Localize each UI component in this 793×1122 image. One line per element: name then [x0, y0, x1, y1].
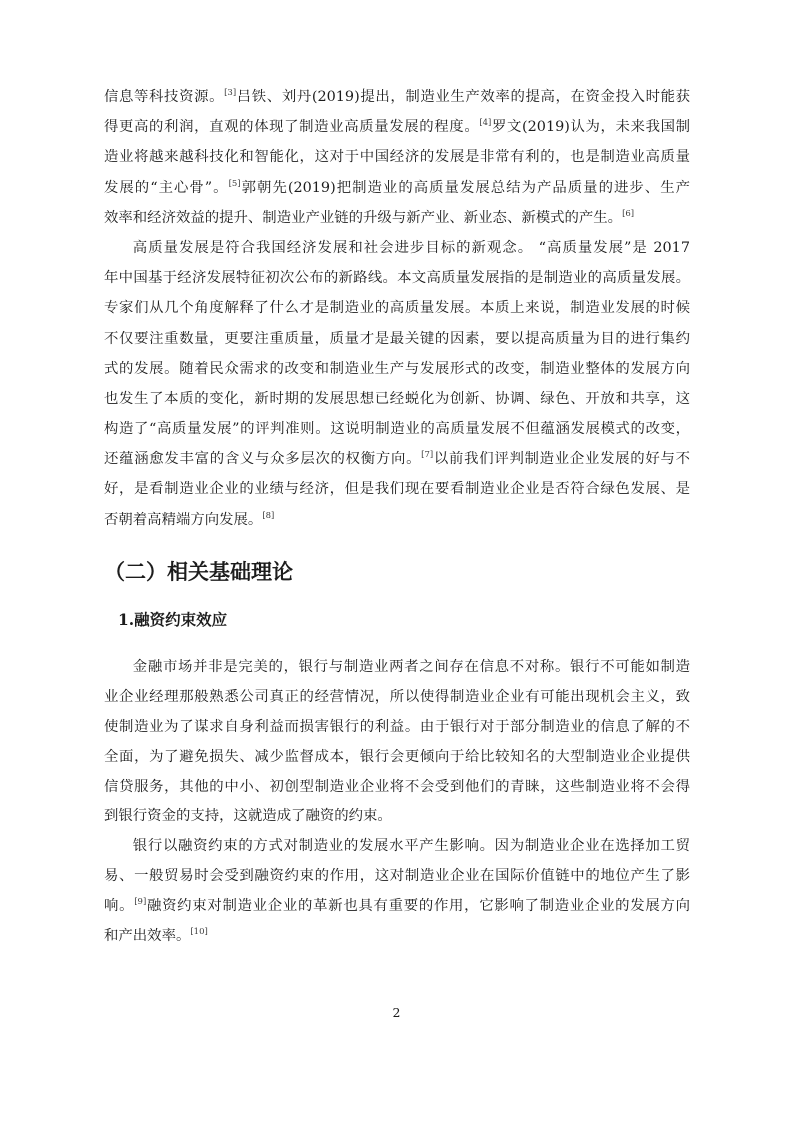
text-segment: 构造了“高质量发展”的评判准则。这说明制造业的高质量发展不但蕴涵发展模式的改变，: [104, 421, 690, 438]
text-line: [104, 505, 690, 535]
body-paragraph: [104, 82, 690, 233]
text-line: [104, 324, 690, 354]
text-segment: 全面，为了避免损失、减少监督成本，银行会更倾向于给比较知名的大型制造业企业提供: [104, 748, 690, 765]
text-segment: 信息等科技资源。: [104, 89, 225, 105]
text-line: [104, 922, 690, 952]
text-segment: 吕铁、刘丹(2019)提出，制造业生产效率的提高，在资金投入时能获: [236, 89, 690, 105]
text-line: [104, 263, 690, 293]
citation-marker: [9]: [134, 897, 147, 908]
text-segment: 使制造业为了谋求自身利益而损害银行的利益。由于银行对于部分制造业的信息了解的不: [104, 718, 690, 735]
text-segment: 还蕴涵愈发丰富的含义与众多层次的权衡方向。: [104, 451, 422, 468]
text-segment: 融资约束对制造业企业的革新也具有重要的作用，它影响了制造业企业的发展方向: [146, 898, 690, 915]
text-line: [104, 773, 690, 803]
text-segment: 银行以融资约束的方式对制造业的发展水平产生影响。因为制造业企业在选择加工贸: [132, 838, 690, 855]
subsection-heading: 1.融资约束效应: [118, 610, 228, 629]
text-segment: 式的发展。随着民众需求的改变和制造业生产与发展形式的改变，制造业整体的发展方向: [104, 360, 690, 377]
text-segment: 业企业经理那般熟悉公司真正的经营情况，所以使得制造业企业有可能出现机会主义，致: [104, 688, 690, 705]
citation-marker: [10]: [190, 927, 208, 938]
text-segment: 罗文(2019)认为，未来我国制: [491, 119, 690, 136]
text-line: [104, 293, 690, 323]
text-segment: 金融市场并非是完美的，银行与制造业两者之间存在信息不对称。银行不可能如制造: [132, 659, 690, 675]
page-number: 2: [392, 1005, 401, 1020]
text-line: [104, 683, 690, 713]
text-line: [104, 892, 690, 922]
text-line: [104, 142, 690, 172]
text-segment: 郭朝先(2019)把制造业的高质量发展总结为产品质量的进步、生产: [240, 179, 690, 196]
text-line: [104, 414, 690, 444]
text-segment: 以前我们评判制造业企业发展的好与不: [433, 451, 690, 468]
text-segment: 易、一般贸易时会受到融资约束的作用，这对制造业企业在国际价值链中的地位产生了影: [104, 868, 690, 885]
text-segment: 响。: [104, 898, 135, 915]
body-text-upper: [104, 82, 690, 535]
text-segment: 造业将越来越科技化和智能化，这对于中国经济的发展是非常有利的，也是制造业高质量: [104, 149, 690, 166]
body-paragraph: [104, 653, 690, 832]
text-segment: 否朝着高精端方向发展。: [104, 511, 263, 528]
text-line: [104, 653, 690, 683]
body-paragraph: [104, 832, 690, 952]
text-line: [104, 82, 690, 112]
text-line: [104, 384, 690, 414]
text-segment: 好，是看制造业企业的业绩与经济，但是我们现在要看制造业企业是否符合绿色发展、是: [104, 481, 690, 498]
text-segment: 效率和经济效益的提升、制造业产业链的升级与新产业、新业态、新模式的产生。: [104, 209, 623, 226]
text-segment: 和产出效率。: [104, 928, 191, 945]
text-segment: 发展的“主心骨”。: [104, 179, 229, 196]
text-segment: 得更高的利润，直观的体现了制造业高质量发展的程度。: [104, 119, 480, 136]
text-line: [104, 802, 690, 832]
section-heading: （二）相关基础理论: [104, 559, 293, 584]
citation-marker: [8]: [262, 510, 275, 521]
citation-marker: [6]: [622, 208, 635, 219]
text-line: [104, 203, 690, 233]
text-segment: 不仅要注重数量，更要注重质量，质量才是最关键的因素，要以提高质量为目的进行集约: [104, 330, 690, 347]
citation-marker: [4]: [479, 118, 492, 129]
text-line: [104, 713, 690, 743]
text-line: [104, 173, 690, 203]
body-text-lower: [104, 653, 690, 952]
text-segment: 信贷服务，其他的中小、初创型制造业企业将不会受到他们的青睐，这些制造业将不会得: [104, 778, 690, 795]
text-segment: 也发生了本质的变化，新时期的发展思想已经蜕化为创新、协调、绿色、开放和共享，这: [104, 390, 690, 407]
text-segment: 高质量发展是符合我国经济发展和社会进步目标的新观念。 “高质量发展”是 2017: [132, 239, 690, 256]
text-line: [104, 862, 690, 892]
text-segment: 年中国基于经济发展特征初次公布的新路线。本文高质量发展指的是制造业的高质量发展。: [104, 270, 690, 287]
text-line: [104, 354, 690, 384]
text-line: [104, 444, 690, 474]
body-paragraph: [104, 233, 690, 535]
citation-marker: [3]: [224, 88, 237, 98]
citation-marker: [7]: [421, 450, 434, 461]
text-segment: 到银行资金的支持，这就造成了融资的约束。: [104, 808, 392, 825]
text-line: [104, 743, 690, 773]
text-line: [104, 233, 690, 263]
text-line: [104, 474, 690, 504]
citation-marker: [5]: [228, 178, 241, 189]
text-line: [104, 112, 690, 142]
text-segment: 专家们从几个角度解释了什么才是制造业的高质量发展。本质上来说，制造业发展的时候: [104, 300, 690, 317]
text-line: [104, 832, 690, 862]
